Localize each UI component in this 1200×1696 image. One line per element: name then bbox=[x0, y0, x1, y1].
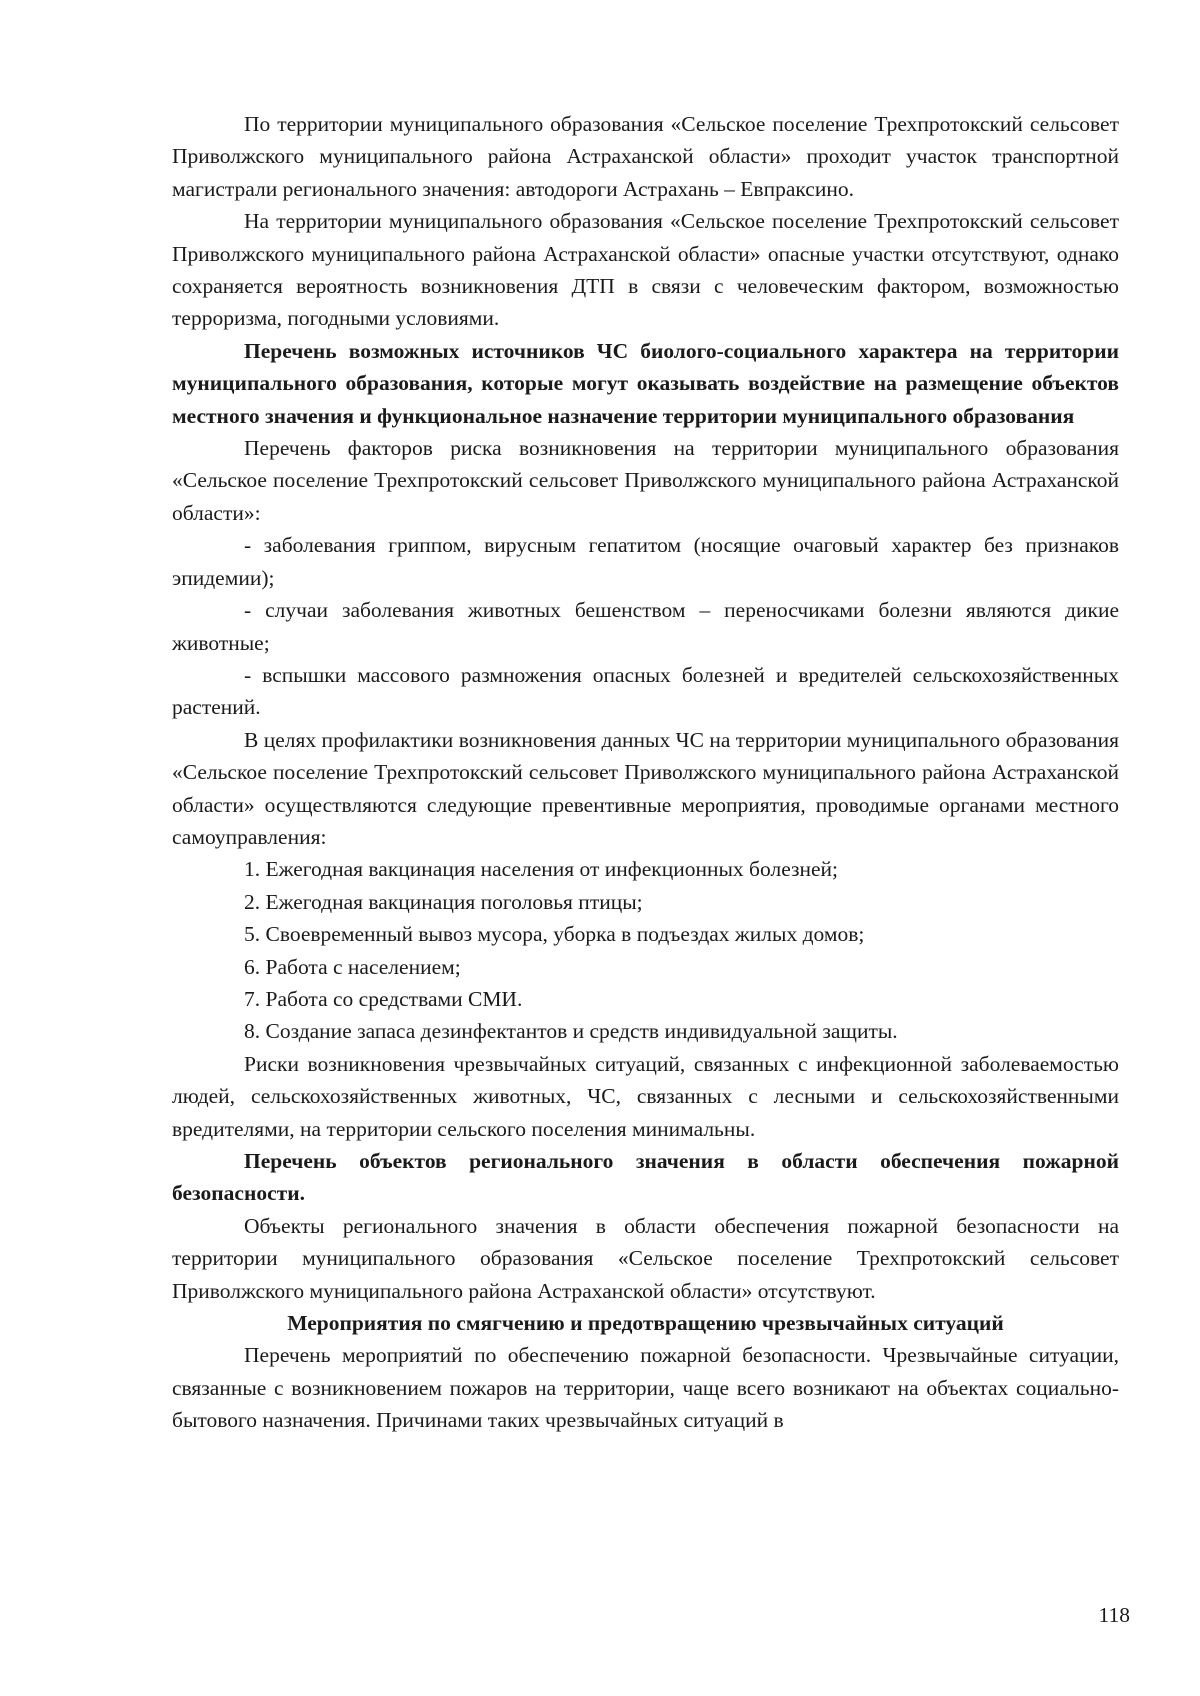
prevention-measure-item: 6. Работа с населением; bbox=[244, 954, 461, 979]
prevention-measure-item: 5. Своевременный вывоз мусора, уборка в подъездах жилых домов; bbox=[244, 922, 865, 947]
bio-risk-factors-intro: Перечень факторов риска возникновения на территории муниципального образования «Сельское поселение Трехпротокский сельсовет Приволжского муниципального района Астраханской области»: bbox=[172, 436, 1119, 525]
document-page bbox=[172, 108, 1119, 1437]
bio-risk-factor-item: - заболевания гриппом, вирусным гепатитом (носящие очаговый характер без признаков эпидемии); bbox=[172, 533, 1119, 590]
section-heading-emergency-measures: Мероприятия по смягчению и предотвращению чрезвычайных ситуаций bbox=[287, 1311, 1004, 1336]
bio-risk-factor-item: - вспышки массового размножения опасных болезней и вредителей сельскохозяйственных растений. bbox=[172, 662, 1119, 720]
bio-risk-factor-item: - случаи заболевания животных бешенством – переносчиками болезни являются дикие животные; bbox=[172, 598, 1119, 655]
prevention-measure-item: 8. Создание запаса дезинфектантов и средств индивидуальной защиты. bbox=[244, 1019, 898, 1044]
section-heading-bio-social: Перечень возможных источников ЧС биолого-социального характера на территории муниципального образования, которые могут оказывать воздействие на размещение объектов местного значения и функциональное назначение территории муниципального образования bbox=[172, 338, 1119, 428]
prevention-measure-item: 1. Ежегодная вакцинация населения от инфекционных болезней; bbox=[244, 857, 839, 882]
intro-paragraph-danger-zones: На территории муниципального образования «Сельское поселение Трехпротокский сельсовет Приволжского муниципального района Астраханской области» опасные участки отсутствуют, однако сохраняется вероятность возникновения ДТП в связи с человеческим фактором, возможностью терроризма, погодными условиями. bbox=[172, 209, 1119, 331]
page-number: 118 bbox=[1098, 1603, 1130, 1627]
bio-prevention-intro: В целях профилактики возникновения данных ЧС на территории муниципального образования «Сельское поселение Трехпротокский сельсовет Приволжского муниципального района Астраханской области» осуществляются следующие превентивные мероприятия, проводимые органами местного самоуправления: bbox=[172, 727, 1119, 849]
section-heading-fire-safety: Перечень объектов регионального значения в области обеспечения пожарной безопасности. bbox=[172, 1149, 1119, 1206]
prevention-measure-item: 7. Работа со средствами СМИ. bbox=[244, 986, 523, 1011]
fire-safety-paragraph: Объекты регионального значения в области обеспечения пожарной безопасности на территории муниципального образования «Сельское поселение Трехпротокский сельсовет Приволжского муниципального района Астраханской области» отсутствуют. bbox=[172, 1213, 1119, 1303]
bio-conclusion: Риски возникновения чрезвычайных ситуаций, связанных с инфекционной заболеваемостью людей, сельскохозяйственных животных, ЧС, связанных с лесными и сельскохозяйственными вредителями, на территории сельского поселения минимальны. bbox=[172, 1051, 1119, 1141]
prevention-measure-item: 2. Ежегодная вакцинация поголовья птицы; bbox=[244, 889, 643, 914]
emergency-measures-paragraph: Перечень мероприятий по обеспечению пожарной безопасности. Чрезвычайные ситуации, связанные с возникновением пожаров на территории, чаще всего возникают на объектах социально-бытового назначения. Причинами таких чрезвычайных ситуаций в bbox=[172, 1343, 1119, 1433]
intro-paragraph-highway: По территории муниципального образования «Сельское поселение Трехпротокский сельсовет Приволжского муниципального района Астраханской области» проходит участок транспортной магистрали регионального значения: автодороги Астрахань – Евпраксино. bbox=[172, 112, 1119, 201]
